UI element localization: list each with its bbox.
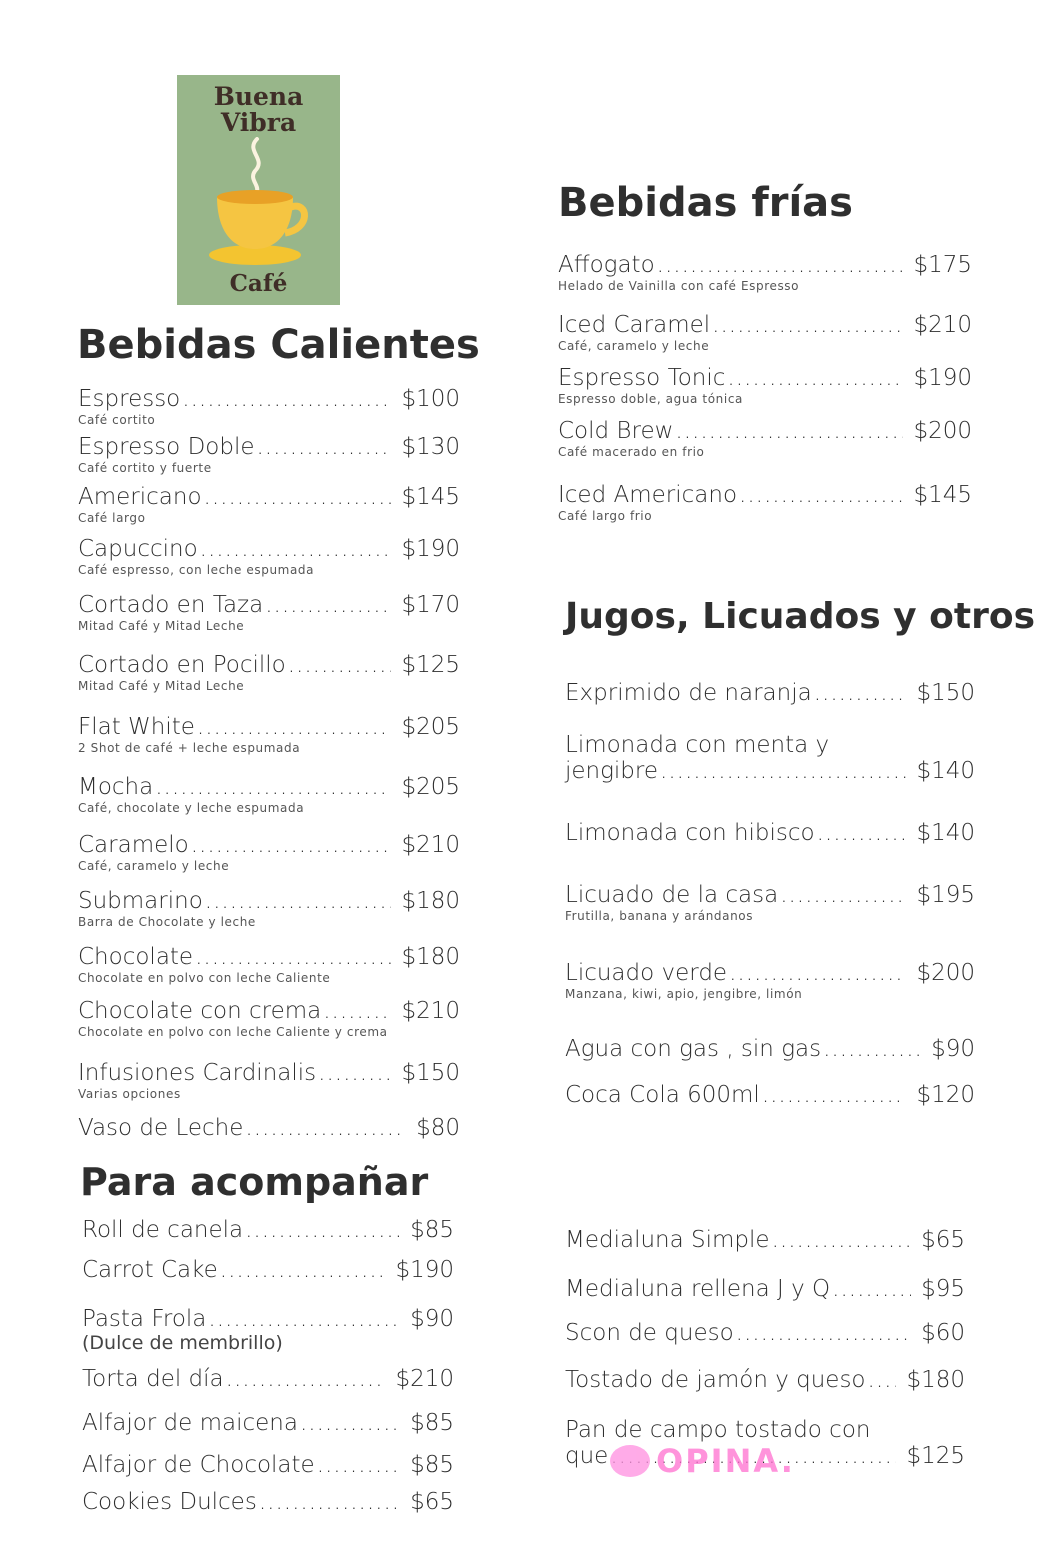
menu-item xyxy=(565,1036,975,1062)
menu-item-line xyxy=(78,484,460,510)
menu-item-line xyxy=(565,820,975,846)
menu-item xyxy=(565,1227,965,1253)
menu-item-price: $200 xyxy=(913,418,972,444)
menu-item-description: Café largo xyxy=(78,511,146,525)
menu-item-description: Manzana, kiwi, apio, jengibre, limón xyxy=(565,987,803,1001)
menu-item-line xyxy=(565,882,975,908)
dot-leader xyxy=(220,1257,386,1283)
menu-item-name: Cortado en Pocillo xyxy=(78,652,286,678)
menu-item-name: Tostado de jamón y queso xyxy=(565,1367,866,1393)
menu-item-price: $85 xyxy=(410,1217,454,1243)
menu-item-name: Chocolate xyxy=(78,944,194,970)
menu-item-line xyxy=(82,1452,454,1478)
menu-item-line xyxy=(558,365,972,391)
logo-line-2: Vibra xyxy=(220,108,297,137)
menu-item-name: Chocolate con crema xyxy=(78,998,322,1024)
menu-item-price: $180 xyxy=(401,944,460,970)
menu-item-name: Cold Brew xyxy=(558,418,674,444)
menu-item-description: Frutilla, banana y arándanos xyxy=(565,909,754,923)
dot-leader xyxy=(288,652,392,678)
menu-item-name: Scon de queso xyxy=(565,1320,734,1346)
menu-item-line xyxy=(78,774,460,800)
menu-item-description: Helado de Vainilla con café Espresso xyxy=(558,279,800,293)
menu-item-price: $80 xyxy=(416,1115,460,1141)
dot-leader xyxy=(727,365,903,391)
menu-item xyxy=(82,1257,454,1283)
menu-item-line xyxy=(565,680,975,706)
menu-item-price: $90 xyxy=(410,1306,454,1332)
menu-item-price: $85 xyxy=(410,1410,454,1436)
menu-item-name: Carrot Cake xyxy=(82,1257,218,1283)
menu-item-line xyxy=(558,312,972,338)
menu-item-name: Submarino xyxy=(78,888,203,914)
dot-leader xyxy=(259,1489,400,1515)
menu-item xyxy=(558,365,972,406)
dot-leader xyxy=(200,536,392,562)
section-title-side: Para acompañar xyxy=(80,1160,429,1204)
dot-leader xyxy=(205,888,392,914)
menu-item-line xyxy=(558,482,972,508)
menu-item-price: $120 xyxy=(916,1082,975,1108)
menu-item xyxy=(78,1060,460,1101)
menu-item xyxy=(78,386,460,427)
menu-item xyxy=(78,774,460,815)
menu-item-price: $145 xyxy=(913,482,972,508)
menu-item-line xyxy=(78,652,460,678)
dot-leader xyxy=(660,758,906,784)
logo xyxy=(177,75,340,305)
menu-item-name: Affogato xyxy=(558,252,655,278)
menu-item-description: Mitad Café y Mitad Leche xyxy=(78,619,245,633)
menu-item-description: Café espresso, con leche espumada xyxy=(78,563,315,577)
menu-item-price: $210 xyxy=(395,1366,454,1392)
dot-leader xyxy=(195,944,391,970)
menu-item-line xyxy=(565,1227,965,1253)
menu-item-line xyxy=(558,418,972,444)
menu-item-line xyxy=(565,1082,975,1108)
menu-item-line xyxy=(565,1276,965,1302)
menu-item-line xyxy=(78,832,460,858)
menu-item-price: $150 xyxy=(916,680,975,706)
dot-leader xyxy=(155,774,391,800)
menu-item-name: Licuado verde xyxy=(565,960,728,986)
menu-item-name: Iced Americano xyxy=(558,482,738,508)
menu-item-description: Café cortito xyxy=(78,413,156,427)
menu-item-name: Americano xyxy=(78,484,202,510)
menu-item-price: $150 xyxy=(401,1060,460,1086)
menu-item-description: Café macerado en frio xyxy=(558,445,705,459)
watermark-logo-icon xyxy=(610,1445,650,1477)
menu-item-line xyxy=(565,1367,965,1393)
dot-leader xyxy=(823,1036,921,1062)
menu-item-description: Café, chocolate y leche espumada xyxy=(78,801,305,815)
menu-item-line xyxy=(82,1217,454,1243)
menu-item-name: Limonada con hibisco xyxy=(565,820,815,846)
menu-item xyxy=(78,998,460,1039)
dot-leader xyxy=(868,1367,897,1393)
menu-item xyxy=(565,1082,975,1108)
menu-item-price: $90 xyxy=(931,1036,975,1062)
menu-item-name: Espresso Tonic xyxy=(558,365,726,391)
menu-item-description: Café, caramelo y leche xyxy=(558,339,710,353)
menu-item xyxy=(565,680,975,706)
menu-item-line xyxy=(78,1115,460,1141)
menu-item-description: Chocolate en polvo con leche Caliente xyxy=(78,971,331,985)
menu-item-name: Vaso de Leche xyxy=(78,1115,244,1141)
menu-item-name: Alfajor de Chocolate xyxy=(82,1452,315,1478)
menu-item-line xyxy=(82,1306,454,1332)
logo-line-1: Buena xyxy=(213,82,304,111)
menu-item-name: Medialuna Simple xyxy=(565,1227,770,1253)
menu-item-line xyxy=(78,434,460,460)
menu-item-name: Coca Cola 600ml xyxy=(565,1082,760,1108)
watermark-text: OPINA. xyxy=(656,1442,795,1480)
dot-leader xyxy=(832,1276,911,1302)
menu-item-price: $60 xyxy=(921,1320,965,1346)
section-title-hot: Bebidas Calientes xyxy=(77,322,480,368)
menu-item xyxy=(78,714,460,755)
menu-item-name: Cookies Dulces xyxy=(82,1489,257,1515)
menu-item-price: $195 xyxy=(916,882,975,908)
menu-item-name: Espresso xyxy=(78,386,181,412)
dot-leader xyxy=(739,482,903,508)
dot-leader xyxy=(675,418,903,444)
dot-leader xyxy=(729,960,906,986)
menu-item-name-line1: Pan de campo tostado con xyxy=(565,1417,871,1443)
dot-leader xyxy=(191,832,392,858)
menu-item-price: $175 xyxy=(913,252,972,278)
menu-item xyxy=(78,888,460,929)
menu-item-description: Espresso doble, agua tónica xyxy=(558,392,743,406)
menu-item xyxy=(565,960,975,1001)
section-title-juices: Jugos, Licuados y otros xyxy=(565,596,1036,637)
menu-item-price: $95 xyxy=(921,1276,965,1302)
dot-leader xyxy=(204,484,392,510)
dot-leader xyxy=(245,1217,400,1243)
menu-item-name: Exprimido de naranja xyxy=(565,680,812,706)
menu-item-name: que xyxy=(565,1443,609,1469)
logo-title xyxy=(177,84,340,136)
menu-item-name: Infusiones Cardinalis xyxy=(78,1060,317,1086)
dot-leader xyxy=(182,386,391,412)
logo-subtitle: Café xyxy=(229,270,288,297)
menu-item-price: $145 xyxy=(401,484,460,510)
dot-leader xyxy=(712,312,903,338)
menu-item-line xyxy=(82,1366,454,1392)
menu-item-price: $140 xyxy=(916,820,975,846)
menu-item-line xyxy=(78,1060,460,1086)
menu-item xyxy=(565,732,975,784)
section-title-cold: Bebidas frías xyxy=(558,180,853,226)
menu-item-name: Espresso Doble xyxy=(78,434,255,460)
menu-item xyxy=(78,536,460,577)
menu-item-line xyxy=(78,592,460,618)
menu-item-name: Torta del día xyxy=(82,1366,224,1392)
dot-leader xyxy=(657,252,904,278)
menu-item xyxy=(82,1217,454,1243)
menu-item-price: $100 xyxy=(401,386,460,412)
dot-leader xyxy=(197,714,392,740)
menu-item-name: Licuado de la casa xyxy=(565,882,779,908)
dot-leader xyxy=(300,1410,400,1436)
menu-item xyxy=(565,1320,965,1346)
dot-leader xyxy=(323,998,391,1024)
menu-item-name: Alfajor de maicena xyxy=(82,1410,298,1436)
menu-item-price: $130 xyxy=(401,434,460,460)
menu-item xyxy=(78,832,460,873)
menu-item-line xyxy=(78,998,460,1024)
menu-item-description: Café largo frio xyxy=(558,509,653,523)
menu-item xyxy=(82,1489,454,1515)
menu-item-price: $190 xyxy=(913,365,972,391)
menu-item-line xyxy=(78,888,460,914)
menu-item xyxy=(565,1276,965,1302)
menu-item-name: Flat White xyxy=(78,714,195,740)
dot-leader xyxy=(736,1320,911,1346)
menu-item xyxy=(558,482,972,523)
dot-leader xyxy=(317,1452,400,1478)
menu-item xyxy=(78,944,460,985)
menu-item-description: Chocolate en polvo con leche Caliente y crema xyxy=(78,1025,388,1039)
menu-item-price: $190 xyxy=(401,536,460,562)
menu-item-name: Pasta Frola xyxy=(82,1306,207,1332)
menu-item-line xyxy=(565,1036,975,1062)
menu-item xyxy=(82,1306,454,1354)
menu-item xyxy=(78,652,460,693)
menu-item xyxy=(565,1367,965,1393)
menu-item-description: Mitad Café y Mitad Leche xyxy=(78,679,245,693)
menu-item xyxy=(558,418,972,459)
menu-item-line xyxy=(82,1410,454,1436)
menu-item-name: jengibre xyxy=(565,758,659,784)
menu-item-line xyxy=(78,944,460,970)
dot-leader xyxy=(208,1306,400,1332)
menu-item-description: Barra de Chocolate y leche xyxy=(78,915,256,929)
menu-item-line xyxy=(78,536,460,562)
dot-leader xyxy=(772,1227,912,1253)
menu-item-price: $180 xyxy=(906,1367,965,1393)
dot-leader xyxy=(318,1060,391,1086)
menu-item-line xyxy=(82,1489,454,1515)
menu-item-price: $85 xyxy=(410,1452,454,1478)
menu-item-line xyxy=(78,714,460,740)
menu-item-description: (Dulce de membrillo) xyxy=(82,1332,283,1354)
menu-item-line xyxy=(82,1257,454,1283)
menu-item-name-line1: Limonada con menta y xyxy=(565,732,830,758)
menu-item-name: Roll de canela xyxy=(82,1217,244,1243)
menu-item-price: $210 xyxy=(401,998,460,1024)
menu-item-price: $210 xyxy=(401,832,460,858)
menu-item xyxy=(558,252,972,293)
menu-item-name: Iced Caramel xyxy=(558,312,711,338)
menu-item xyxy=(558,312,972,353)
menu-item xyxy=(565,882,975,923)
menu-item-line xyxy=(565,960,975,986)
menu-item-line xyxy=(565,758,975,784)
menu-item-price: $205 xyxy=(401,774,460,800)
menu-item-name: Medialuna rellena J y Q xyxy=(565,1276,831,1302)
menu-item-name: Cortado en Taza xyxy=(78,592,264,618)
menu-item xyxy=(78,1115,460,1141)
menu-item-description: Café, caramelo y leche xyxy=(78,859,230,873)
menu-item-price: $65 xyxy=(921,1227,965,1253)
dot-leader xyxy=(780,882,906,908)
dot-leader xyxy=(226,1366,386,1392)
dot-leader xyxy=(762,1082,907,1108)
menu-item-line xyxy=(558,252,972,278)
dot-leader xyxy=(245,1115,406,1141)
menu-item xyxy=(82,1452,454,1478)
dot-leader xyxy=(265,592,391,618)
coffee-cup-icon xyxy=(205,137,315,265)
menu-item-name: Caramelo xyxy=(78,832,189,858)
menu-item xyxy=(82,1410,454,1436)
menu-item-price: $125 xyxy=(401,652,460,678)
menu-item-line xyxy=(78,386,460,412)
menu-item xyxy=(78,434,460,475)
menu-item-price: $65 xyxy=(410,1489,454,1515)
menu-item-line xyxy=(565,1320,965,1346)
menu-item-price: $190 xyxy=(395,1257,454,1283)
menu-item-price: $210 xyxy=(913,312,972,338)
menu-item xyxy=(78,484,460,525)
menu-item-price: $125 xyxy=(906,1443,965,1469)
menu-item-name: Mocha xyxy=(78,774,154,800)
menu-item xyxy=(82,1366,454,1392)
menu-item-price: $180 xyxy=(401,888,460,914)
dot-leader xyxy=(814,680,907,706)
menu-item-description: 2 Shot de café + leche espumada xyxy=(78,741,301,755)
menu-item-description: Café cortito y fuerte xyxy=(78,461,212,475)
dot-leader xyxy=(817,820,907,846)
menu-item-price: $205 xyxy=(401,714,460,740)
menu-item xyxy=(565,820,975,846)
menu-item xyxy=(78,592,460,633)
dot-leader xyxy=(257,434,392,460)
menu-item-name: Agua con gas , sin gas xyxy=(565,1036,822,1062)
menu-item-price: $170 xyxy=(401,592,460,618)
watermark xyxy=(610,1442,795,1480)
menu-item-price: $140 xyxy=(916,758,975,784)
menu-item-price: $200 xyxy=(916,960,975,986)
menu-item-description: Varias opciones xyxy=(78,1087,181,1101)
menu-item-name: Capuccino xyxy=(78,536,198,562)
